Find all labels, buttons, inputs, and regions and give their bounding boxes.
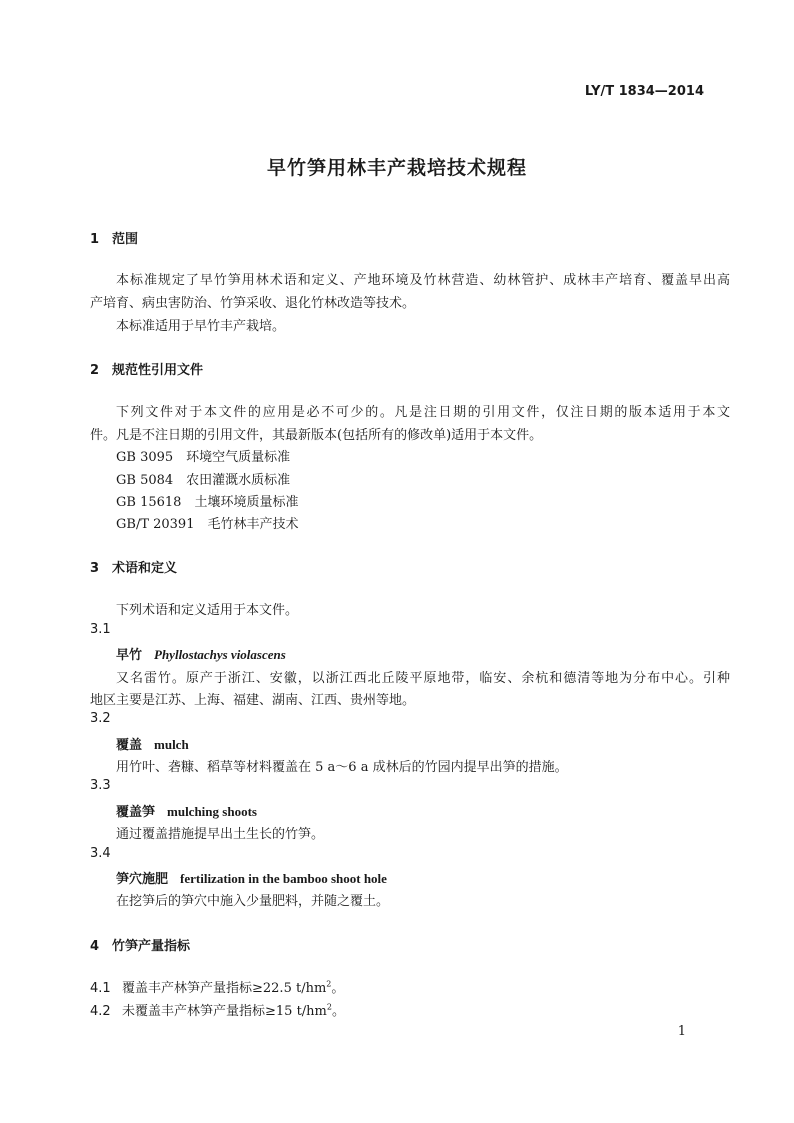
- reference-item: GB 5084 农田灌溉水质标准: [116, 473, 291, 488]
- s2-paragraph-line-1: 下列文件对于本文件的应用是必不可少的。凡是注日期的引用文件，仅注日期的版本适用于本文: [116, 405, 730, 420]
- term-3-1-definition-line-2: 地区主要是江苏、上海、福建、湖南、江西、贵州等地。: [90, 693, 416, 708]
- section-title: 范围: [112, 232, 139, 247]
- section-1-heading: [90, 228, 138, 247]
- reference-item: GB 3095 环境空气质量标准: [116, 450, 291, 465]
- term-3-1-number: 3.1: [90, 622, 111, 637]
- s1-paragraph-2: 本标准适用于早竹丰产栽培。: [116, 319, 286, 334]
- term-3-1-title: 早竹 Phyllostachys violascens: [116, 647, 286, 663]
- term-3-2-definition: 用竹叶、砻糠、稻草等材料覆盖在 5 a～6 a 成林后的竹园内提早出笋的措施。: [116, 760, 568, 775]
- item-4-1: 4.1 覆盖丰产林笋产量指标≥22.5 $t/hm^2$。: [90, 979, 345, 996]
- section-number: 2: [90, 363, 100, 378]
- term-3-2-title: 覆盖 mulch: [116, 737, 189, 753]
- section-number: 3: [90, 561, 100, 576]
- term-3-4-number: 3.4: [90, 846, 111, 861]
- term-3-4-title: 笋穴施肥 fertilization in the bamboo shoot hole: [116, 871, 387, 887]
- section-title: 术语和定义: [112, 561, 178, 576]
- item-4-2: 4.2 未覆盖丰产林笋产量指标≥15 $t/hm^2$。: [90, 1002, 345, 1019]
- term-3-2-number: 3.2: [90, 711, 111, 726]
- section-number: 4: [90, 939, 100, 954]
- s2-paragraph-line-2: 件。凡是不注日期的引用文件，其最新版本(包括所有的修改单)适用于本文件。: [90, 428, 543, 443]
- document-title: 早竹笋用林丰产栽培技术规程: [266, 157, 527, 179]
- term-3-4-definition: 在挖笋后的笋穴中施入少量肥料，并随之覆土。: [116, 894, 390, 909]
- section-number: 1: [90, 232, 100, 247]
- term-3-3-title: 覆盖笋 mulching shoots: [116, 804, 257, 820]
- section-3-heading: [90, 557, 177, 576]
- s1-paragraph-1-line-2: 产培育、病虫害防治、竹笋采收、退化竹林改造等技术。: [90, 296, 416, 311]
- term-3-1-definition-line-1: 又名雷竹。原产于浙江、安徽，以浙江西北丘陵平原地带，临安、余杭和德清等地为分布中心。引种: [116, 671, 730, 686]
- section-title: 规范性引用文件: [112, 363, 204, 378]
- section-2-heading: [90, 359, 203, 378]
- reference-item: GB 15618 土壤环境质量标准: [116, 495, 299, 510]
- term-3-3-number: 3.3: [90, 778, 111, 793]
- page-number: 1: [677, 1024, 686, 1039]
- s3-intro: 下列术语和定义适用于本文件。: [116, 603, 299, 618]
- section-4-heading: [90, 935, 190, 954]
- term-3-3-definition: 通过覆盖措施提早出土生长的竹笋。: [116, 827, 325, 842]
- s1-paragraph-1-line-1: 本标准规定了早竹笋用林术语和定义、产地环境及竹林营造、幼林管护、成林丰产培育、覆盖早出高: [116, 273, 730, 288]
- section-title: 竹笋产量指标: [112, 939, 191, 954]
- reference-item: GB/T 20391 毛竹林丰产技术: [116, 517, 299, 532]
- standard-code: LY/T 1834—2014: [584, 84, 704, 99]
